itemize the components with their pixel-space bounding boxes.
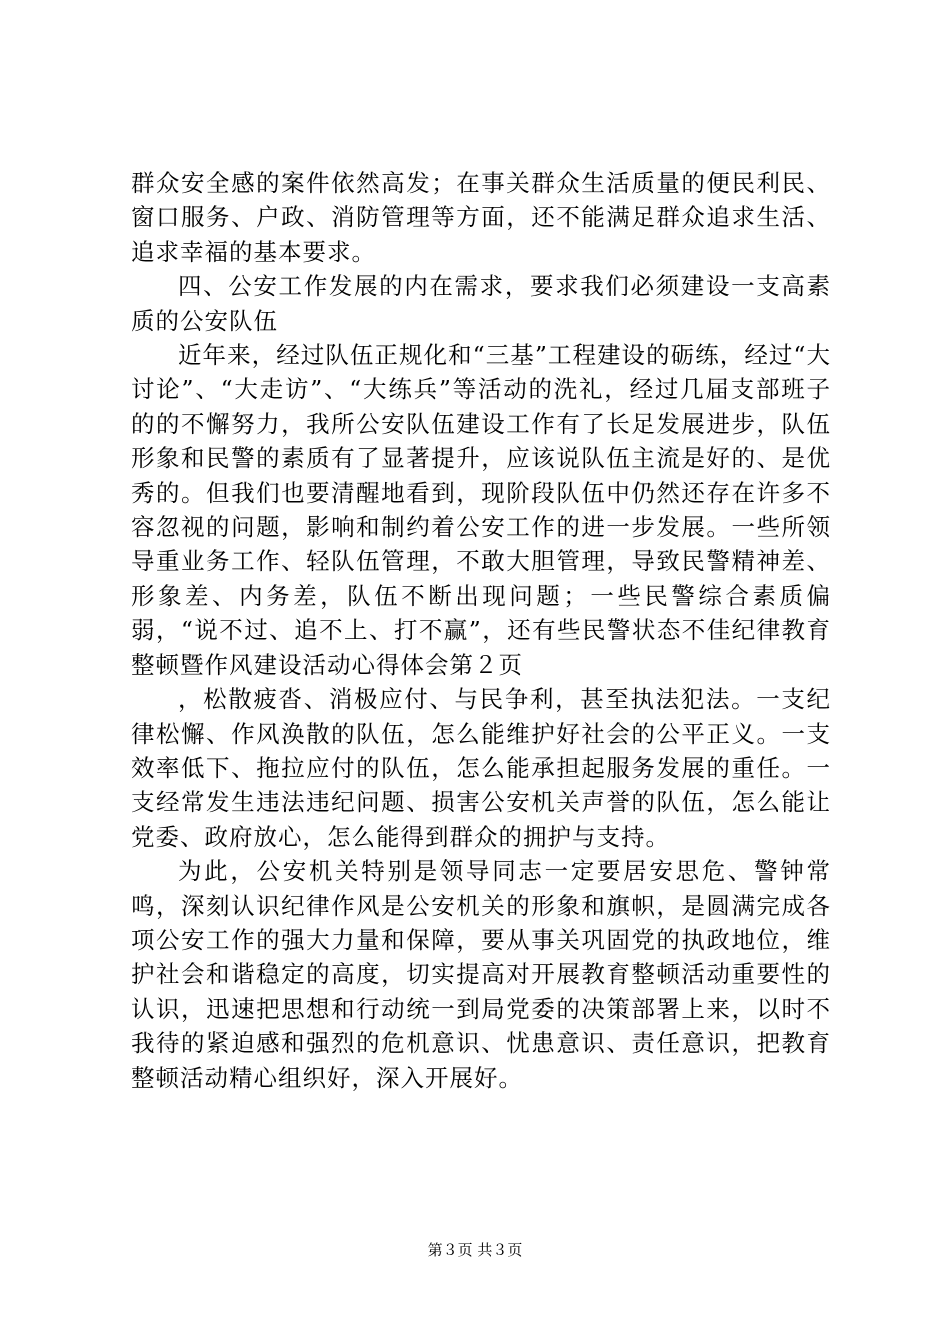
paragraph-conclusion: 为此，公安机关特别是领导同志一定要居安思危、警钟常鸣，深刻认识纪律作风是公安机关的形象和旗帜，是圆满完成各项公安工作的强大力量和保障，要从事关巩固党的执政地位，维护社会和谐稳定的高度，切实提高对开展教育整顿活动重要性的认识，迅速把思想和行动统一到局党委的决策部署上来，以时不我待的紧迫感和强烈的危机意识、忧患意识、责任意识，把教育整顿活动精心组织好，深入开展好。 [131, 857, 831, 1092]
paragraph-discipline-issues: ，松散疲沓、消极应付、与民争利，甚至执法犯法。一支纪律松懈、作风涣散的队伍，怎么能维护好社会的公平正义。一支效率低下、拖拉应付的队伍，怎么能承担起服务发展的重任。一支经常发生违法违纪问题、损害公安机关声誉的队伍，怎么能让党委、政府放心，怎么能得到群众的拥护与支持。 [131, 685, 831, 851]
document-body [131, 166, 831, 1095]
section-heading: 四、公安工作发展的内在需求，要求我们必须建设一支高素质的公安队伍 [131, 272, 831, 335]
paragraph-continuation: 群众安全感的案件依然高发；在事关群众生活质量的便民利民、窗口服务、户政、消防管理等方面，还不能满足群众追求生活、追求幸福的基本要求。 [131, 169, 831, 266]
page-number-footer: 第３页 共３页 [427, 1241, 523, 1259]
paragraph-team-status: 近年来，经过队伍正规化和“三基”工程建设的砺练，经过“大讨论”、“大走访”、“大练兵”等活动的洗礼，经过几届支部班子的的不懈努力，我所公安队伍建设工作有了长足发展进步，队伍形象和民警的素质有了显著提升，应该说队伍主流是好的、是优秀的。但我们也要清醒地看到，现阶段队伍中仍然还存在许多不容忽视的问题，影响和制约着公安工作的进一步发展。一些所领导重业务工作、轻队伍管理，不敢大胆管理，导致民警精神差、形象差、内务差，队伍不断出现问题；一些民警综合素质偏弱，“说不过、追不上、打不赢”，还有些民警状态不佳纪律教育整顿暨作风建设活动心得体会第２页 [131, 341, 831, 679]
